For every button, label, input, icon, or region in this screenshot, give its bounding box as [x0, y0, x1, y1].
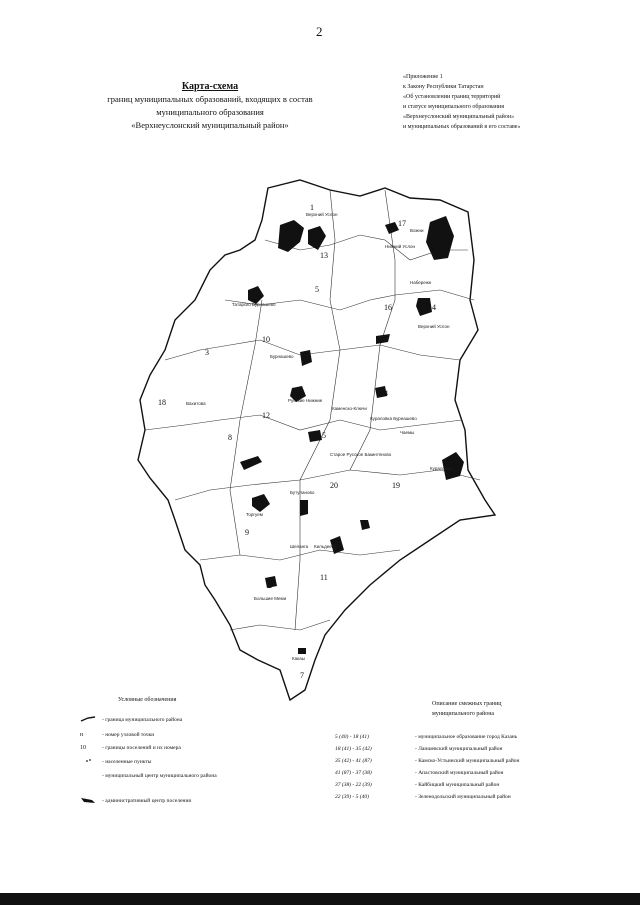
- settlement-number: 9: [245, 528, 249, 537]
- adjacent-district-name: - Лаишевский муниципальный район: [415, 746, 503, 752]
- legend-label: - граница муниципального района: [102, 717, 183, 723]
- settlement-label: Верхний Услон: [306, 212, 338, 217]
- settlement-label: Чаемы: [400, 430, 415, 435]
- legend-item: [80, 743, 181, 753]
- scan-bottom-edge: [0, 893, 640, 905]
- adjacent-district-name: - Кайбицкий муниципальный район: [415, 782, 500, 788]
- settlement-number: 15: [318, 431, 326, 440]
- appendix-line: «Верхнеуслонский муниципальный район»: [403, 114, 515, 120]
- legend-label: - границы поселений и их номера: [102, 745, 181, 751]
- adjacent-border-code: 37 (38) - 22 (39): [335, 782, 372, 788]
- settlement-label: Каменско-Ключи: [332, 406, 367, 411]
- map-title: Карта-схема: [181, 81, 239, 92]
- adjacent-border-code: 22 (39) - 5 (40): [335, 794, 369, 800]
- settlement-label: Набережн: [410, 280, 432, 285]
- adjacent-district-name: - Камско-Устьинский муниципальный район: [415, 758, 520, 764]
- settlement-label: Кильдеево: [314, 544, 337, 549]
- settlement-label: Большие Меми: [254, 596, 287, 601]
- settlement-number: 6: [430, 243, 434, 252]
- settlement-marker: [376, 334, 390, 344]
- adjacent-district-name: - Зеленодольский муниципальный район: [415, 794, 511, 800]
- adjacent-district-name: - муниципальное образование город Казань: [415, 734, 518, 740]
- appendix-line: и муниципальных образований в его составе»: [403, 124, 521, 130]
- legend-symbol: 10: [80, 745, 86, 751]
- appendix-line: «Об установлении границ территорий: [403, 94, 501, 100]
- settlement-number: 14: [428, 303, 436, 312]
- legend-label: - номер узловой точки: [102, 732, 155, 738]
- adjacent-borders-title: [432, 699, 552, 719]
- settlement-label: Татарско Бурнашево: [232, 302, 276, 307]
- appendix-line: и статусе муниципального образования: [403, 104, 504, 110]
- map-subtitle-line3: «Верхнеуслонский муниципальный район»: [131, 120, 289, 130]
- settlement-number: 19: [392, 481, 400, 490]
- legend-symbol: н: [80, 732, 84, 738]
- adjacent-title-line: муниципального района: [432, 711, 495, 717]
- legend-symbol: [80, 716, 102, 724]
- page-number: 2: [316, 24, 323, 39]
- adjacent-border-code: 18 (41) - 35 (42): [335, 746, 372, 752]
- legend-item: [80, 730, 154, 740]
- settlement-marker: [300, 350, 312, 366]
- settlement-marker: [298, 648, 306, 654]
- settlement-label: Какаы: [292, 656, 305, 661]
- settlement-number: 20: [330, 481, 338, 490]
- settlement-marker: [240, 456, 262, 470]
- settlement-label: Торгуем: [246, 512, 263, 517]
- settlement-label: Нижний Услон: [385, 244, 416, 249]
- settlement-number: 1: [310, 203, 314, 212]
- legend-item: [80, 771, 217, 781]
- settlement-number: 2: [268, 581, 272, 590]
- legend-item: [80, 796, 191, 806]
- settlement-number: 18: [158, 398, 166, 407]
- settlement-number: 7: [300, 671, 304, 680]
- adjacent-border-code: 5 (40) - 18 (41): [335, 734, 369, 740]
- settlement-boundaries: [145, 190, 480, 630]
- settlement-marker: [300, 500, 308, 516]
- settlement-number: 8: [228, 433, 232, 442]
- settlement-label: Кураловка Бурнашево: [370, 416, 417, 421]
- settlement-marker: [278, 220, 304, 252]
- settlement-marker: [360, 520, 370, 530]
- legend-symbol: [80, 757, 102, 767]
- settlement-label: Вахитова: [186, 401, 206, 406]
- settlement-label: Верхний Услон: [418, 324, 450, 329]
- settlement-number: 4: [384, 389, 388, 398]
- settlement-label: Шеланга: [290, 544, 309, 549]
- adjacent-title-line: Описание смежных границ: [432, 701, 502, 707]
- settlement-number: 10: [262, 335, 270, 344]
- settlement-marker: [252, 494, 270, 512]
- legend-item: [80, 715, 182, 725]
- appendix-line: «Приложение 1: [403, 74, 443, 80]
- settlement-number: 12: [262, 411, 270, 420]
- settlement-number: 3: [205, 348, 209, 357]
- legend-label: - муниципальный центр муниципального района: [102, 773, 217, 779]
- map-subtitle-line2: муниципального образования: [156, 107, 264, 117]
- settlement-label: Бурнашево: [270, 354, 294, 359]
- settlement-label: Вожни: [410, 228, 424, 233]
- legend-item: [80, 757, 151, 767]
- adjacent-border-code: 35 (42) - 41 (87): [335, 758, 372, 764]
- settlement-number: 5: [315, 285, 319, 294]
- settlement-label: Старое Русское Бакинтяново: [330, 452, 392, 457]
- settlement-label: Кураловка: [430, 466, 452, 471]
- settlement-marker: [385, 222, 399, 234]
- appendix-line: к Закону Республики Татарстан: [403, 84, 484, 90]
- legend-symbol: [80, 796, 102, 806]
- legend-label: - административный центр поселения: [102, 798, 191, 804]
- settlement-label: Русские Нижние: [288, 398, 323, 403]
- settlement-number: 13: [320, 251, 328, 260]
- adjacent-border-code: 41 (87) - 37 (38): [335, 770, 372, 776]
- settlement-number: 16: [384, 303, 392, 312]
- adjacent-district-name: - Апастовский муниципальный район: [415, 770, 504, 776]
- settlement-label: Бутуланово: [290, 490, 315, 495]
- settlement-number: 11: [320, 573, 328, 582]
- settlement-number: 17: [398, 219, 406, 228]
- legend-title: Условные обозначения: [118, 697, 177, 703]
- legend-label: - населенные пункты: [102, 759, 152, 765]
- map-subtitle-line1: границ муниципальных образований, входящих в состав: [107, 94, 313, 104]
